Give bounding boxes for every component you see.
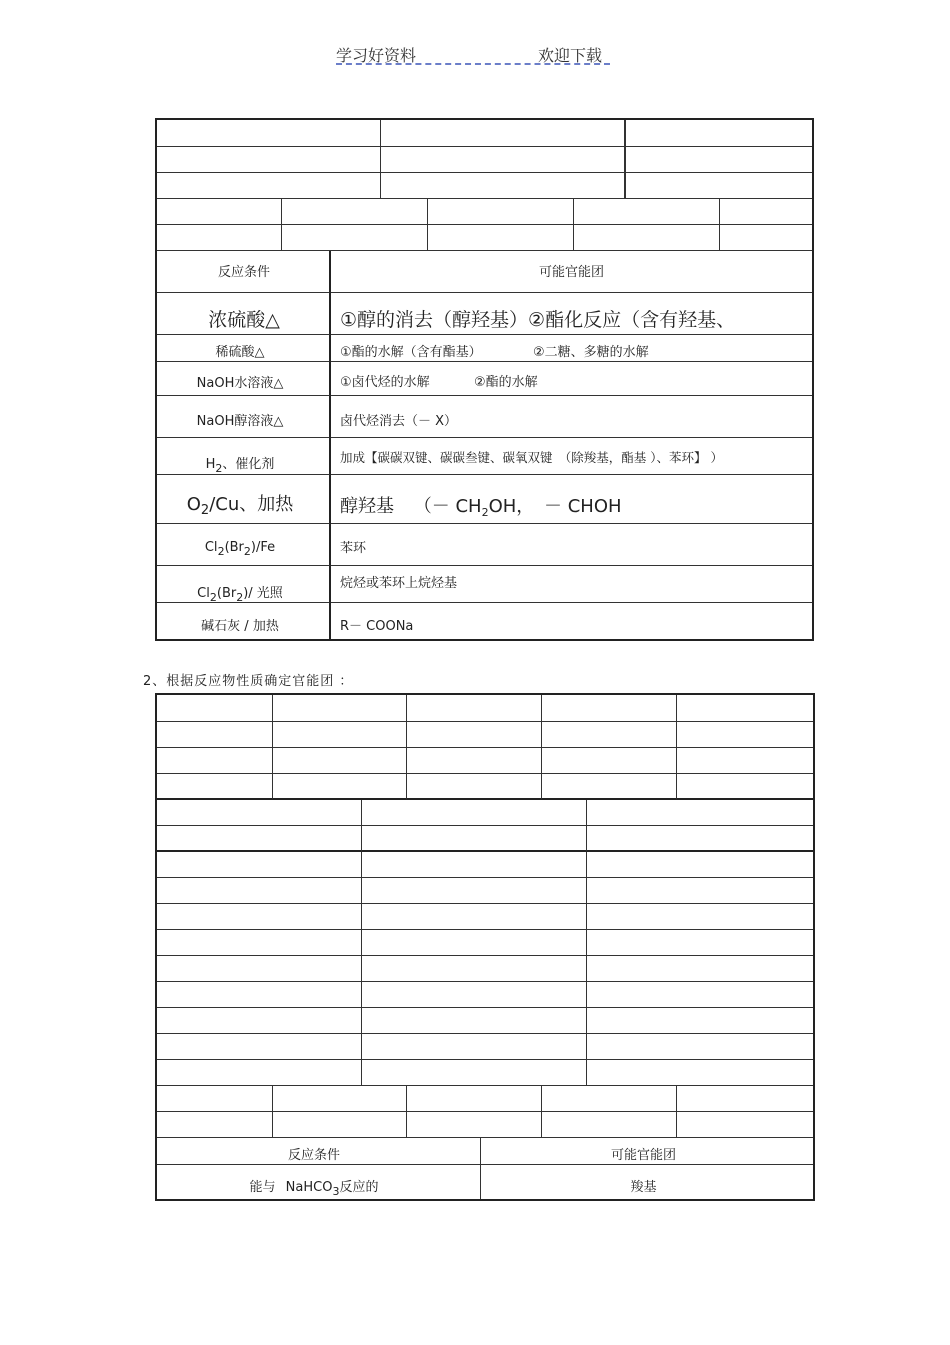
- group-cell: ①醇的消去（醇羟基）②酯化反应（含有羟基、: [340, 309, 736, 331]
- condition-table-1: [155, 118, 814, 641]
- condition-table-2: [155, 693, 815, 1201]
- empty-cell: [273, 695, 407, 722]
- empty-cell: [157, 695, 273, 722]
- formula-subscript: 2: [243, 545, 251, 558]
- formula-text: NaHCO: [285, 1180, 333, 1195]
- empty-cell: [677, 774, 813, 800]
- empty-cell: [157, 748, 273, 774]
- formula-text: （－ CH: [413, 496, 482, 517]
- formula-text: 、催化剂: [222, 457, 275, 472]
- empty-cell: [587, 878, 813, 904]
- empty-cell: [677, 695, 813, 722]
- empty-cell: [720, 199, 812, 225]
- empty-cell: [542, 722, 677, 748]
- formula-text: OH，: [488, 496, 535, 517]
- empty-cell: [157, 852, 362, 878]
- empty-cell: [587, 956, 813, 982]
- empty-cell: [157, 120, 381, 147]
- condition-cell: NaOH水溶液△: [196, 376, 284, 391]
- group-cell: ②二糖、多糖的水解: [533, 345, 649, 360]
- empty-cell: [587, 1060, 813, 1086]
- empty-cell: [407, 1112, 542, 1138]
- empty-cell: [407, 774, 542, 800]
- formula-text: 醇羟基: [340, 496, 394, 517]
- empty-cell: [362, 1008, 587, 1034]
- empty-cell: [362, 904, 587, 930]
- empty-cell: [362, 1034, 587, 1060]
- header-left-text: 学习好资料: [336, 46, 417, 65]
- condition-cell: 稀硫酸△: [215, 345, 265, 360]
- formula-text: H: [205, 457, 216, 472]
- section-title: 2、根据反应物性质确定官能团 ：: [143, 674, 354, 689]
- condition-column-header: 反应条件: [217, 265, 270, 280]
- empty-cell: [587, 982, 813, 1008]
- empty-cell: [381, 147, 625, 173]
- group-cell: 苯环: [340, 541, 367, 556]
- formula-subscript: 2: [236, 591, 244, 604]
- empty-cell: [625, 147, 812, 173]
- empty-cell: [542, 1112, 677, 1138]
- empty-cell: [362, 956, 587, 982]
- group-cell: 羧基: [630, 1180, 657, 1195]
- empty-cell: [720, 225, 812, 251]
- condition-cell: 浓硫酸△: [208, 309, 280, 331]
- empty-cell: [157, 904, 362, 930]
- empty-cell: [273, 1086, 407, 1112]
- group-cell: R－ COONa: [340, 619, 414, 634]
- empty-cell: [157, 826, 362, 852]
- group-cell: ①卤代烃的水解: [340, 375, 430, 390]
- empty-cell: [273, 748, 407, 774]
- empty-cell: [157, 878, 362, 904]
- header-right-text: 欢迎下载: [538, 46, 603, 65]
- empty-cell: [587, 930, 813, 956]
- empty-cell: [587, 904, 813, 930]
- empty-cell: [677, 722, 813, 748]
- condition-cell: [157, 540, 323, 558]
- empty-cell: [282, 199, 428, 225]
- formula-subscript: 2: [481, 506, 489, 519]
- condition-cell: [157, 1176, 471, 1198]
- empty-cell: [362, 930, 587, 956]
- group-column-header: 可能官能团: [538, 265, 604, 280]
- formula-text: )/ 光照: [243, 586, 283, 601]
- group-cell: 烷烃或苯环上烷烃基: [340, 576, 458, 591]
- empty-cell: [157, 147, 381, 173]
- header-dashed-line: [336, 63, 610, 65]
- empty-cell: [407, 722, 542, 748]
- empty-cell: [362, 852, 587, 878]
- formula-text: Cl: [204, 540, 218, 555]
- empty-cell: [587, 1008, 813, 1034]
- empty-cell: [157, 1086, 273, 1112]
- formula-text: /Cu、加热: [209, 494, 294, 515]
- formula-subscript: 2: [215, 462, 223, 475]
- empty-cell: [677, 1112, 813, 1138]
- group-cell: [340, 492, 622, 519]
- empty-cell: [157, 1008, 362, 1034]
- empty-cell: [157, 199, 282, 225]
- empty-cell: [157, 956, 362, 982]
- condition-cell: 碱石灰 / 加热: [201, 619, 279, 634]
- empty-cell: [157, 173, 381, 199]
- group-cell: ②酯的水解: [474, 375, 538, 390]
- empty-cell: [574, 199, 720, 225]
- empty-cell: [157, 800, 362, 826]
- condition-cell: [157, 490, 323, 518]
- group-cell: ①酯的水解（含有酯基）: [340, 345, 482, 360]
- empty-cell: [407, 748, 542, 774]
- empty-cell: [381, 120, 625, 147]
- empty-cell: [625, 173, 812, 199]
- empty-cell: [282, 225, 428, 251]
- empty-cell: [157, 930, 362, 956]
- empty-cell: [362, 826, 587, 852]
- formula-text: Cl: [197, 586, 210, 601]
- empty-cell: [362, 982, 587, 1008]
- empty-cell: [362, 800, 587, 826]
- empty-cell: [381, 173, 625, 199]
- formula-subscript: 2: [200, 503, 210, 518]
- formula-text: 反应的: [339, 1180, 379, 1195]
- formula-text: 能与: [249, 1180, 276, 1195]
- empty-cell: [407, 1086, 542, 1112]
- empty-cell: [542, 748, 677, 774]
- empty-cell: [157, 774, 273, 800]
- empty-cell: [273, 1112, 407, 1138]
- formula-text: (Br: [224, 540, 244, 555]
- formula-subscript: 2: [217, 545, 225, 558]
- condition-cell: NaOH醇溶液△: [196, 414, 284, 429]
- empty-cell: [677, 1086, 813, 1112]
- formula-text: )/Fe: [250, 540, 276, 555]
- condition-cell: [157, 582, 323, 604]
- empty-cell: [273, 774, 407, 800]
- empty-cell: [574, 225, 720, 251]
- empty-cell: [542, 695, 677, 722]
- empty-cell: [428, 225, 574, 251]
- empty-cell: [157, 982, 362, 1008]
- formula-text: O: [186, 494, 201, 515]
- empty-cell: [677, 748, 813, 774]
- empty-cell: [587, 826, 813, 852]
- table-row: [331, 524, 812, 566]
- empty-cell: [157, 1060, 362, 1086]
- empty-cell: [542, 774, 677, 800]
- empty-cell: [428, 199, 574, 225]
- group-cell: 卤代烃消去（－ X）: [340, 414, 458, 429]
- empty-cell: [407, 695, 542, 722]
- empty-cell: [587, 852, 813, 878]
- group-cell: 加成【碳碳双键、碳碳叁键、碳氧双键 （除羧基，酯基 ）、苯环】 ）: [340, 450, 723, 465]
- empty-cell: [362, 878, 587, 904]
- empty-cell: [157, 1034, 362, 1060]
- empty-cell: [273, 722, 407, 748]
- formula-subscript: 2: [209, 591, 217, 604]
- empty-cell: [362, 1060, 587, 1086]
- condition-column-header: 反应条件: [287, 1148, 340, 1163]
- formula-text: － CHOH: [544, 496, 622, 517]
- empty-cell: [587, 1034, 813, 1060]
- empty-cell: [625, 120, 812, 147]
- empty-cell: [157, 722, 273, 748]
- condition-cell: [157, 453, 323, 475]
- empty-cell: [157, 1112, 273, 1138]
- group-column-header: 可能官能团: [610, 1148, 676, 1163]
- empty-cell: [587, 800, 813, 826]
- formula-text: (Br: [216, 586, 237, 601]
- empty-cell: [542, 1086, 677, 1112]
- formula-subscript: 3: [332, 1185, 340, 1198]
- empty-cell: [157, 225, 282, 251]
